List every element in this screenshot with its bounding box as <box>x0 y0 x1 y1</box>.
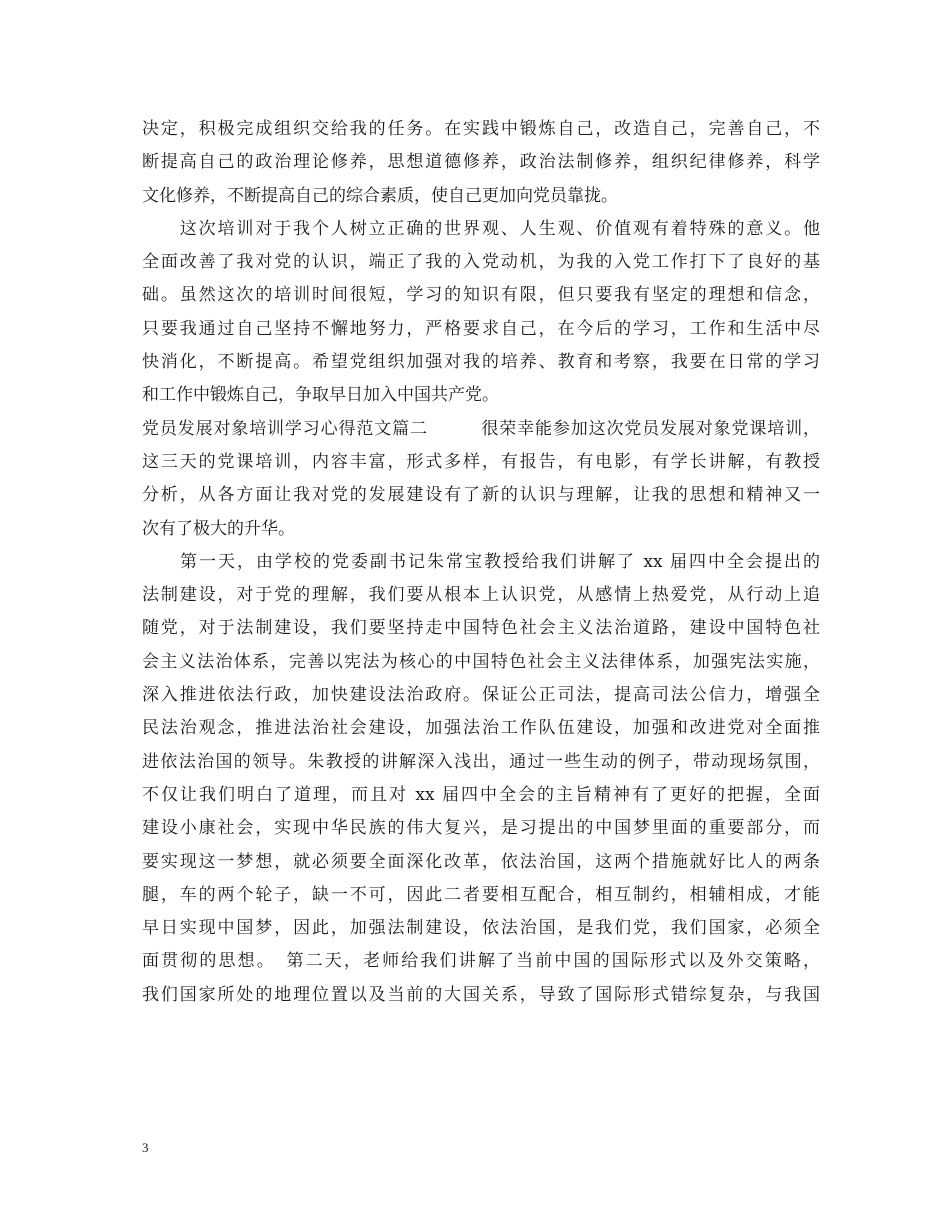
text-line: 民法治观念，推进法治社会建设，加强法治工作队伍建设，加强和改进党对全面推 <box>142 718 820 739</box>
text-line: 文化修养，不断提高自己的综合素质，使自己更加向党员靠拢。 <box>142 185 618 206</box>
text-line: 和工作中锻炼自己，争取早日加入中国共产党。 <box>142 385 499 406</box>
document-body <box>142 113 820 1012</box>
text-line: 法制建设，对于党的理解，我们要从根本上认识党，从感情上热爱党，从行动上追 <box>142 585 820 606</box>
text-line: 会主义法治体系，完善以宪法为核心的中国特色社会主义法律体系，加强宪法实施， <box>142 651 820 672</box>
text-line: 分析，从各方面让我对党的发展建设有了新的认识与理解，让我的思想和精神又一 <box>142 485 820 506</box>
text-line: 腿，车的两个轮子，缺一不可，因此二者要相互配合，相互制约，相辅相成，才能 <box>142 884 820 905</box>
text-line: 次有了极大的升华。 <box>142 518 295 539</box>
text-line: 这三天的党课培训，内容丰富，形式多样，有报告，有电影，有学长讲解，有教授 <box>142 451 820 472</box>
text-line: 深入推进依法行政，加快建设法治政府。保证公正司法，提高司法公信力，增强全 <box>142 685 820 706</box>
text-line: 要实现这一梦想，就必须要全面深化改革，依法治国，这两个措施就好比人的两条 <box>142 851 820 872</box>
text-line: 础。虽然这次的培训时间很短，学习的知识有限，但只要我有坚定的理想和信念， <box>142 285 820 306</box>
text-line: 早日实现中国梦，因此，加强法制建设，依法治国，是我们党，我们国家，必须全 <box>142 918 820 939</box>
text-line: 我们国家所处的地理位置以及当前的大国关系，导致了国际形式错综复杂，与我国 <box>142 984 820 1005</box>
text-line: 决定，积极完成组织交给我的任务。在实践中锻炼自己，改造自己，完善自己，不 <box>142 119 820 139</box>
text-line: 全面改善了我对党的认识，端正了我的入党动机，为我的入党工作打下了良好的基 <box>142 252 820 273</box>
text-line: 第一天，由学校的党委副书记朱常宝教授给我们讲解了 xx 届四中全会提出的 <box>142 551 820 572</box>
text-line: 只要我通过自己坚持不懈地努力，严格要求自己，在今后的学习，工作和生活中尽 <box>142 318 820 339</box>
text-line: 这次培训对于我个人树立正确的世界观、人生观、价值观有着特殊的意义。他 <box>142 218 820 239</box>
text-line: 快消化，不断提高。希望党组织加强对我的培养、教育和考察，我要在日常的学习 <box>142 352 820 373</box>
text-line: 不仅让我们明白了道理，而且对 xx 届四中全会的主旨精神有了更好的把握，全面 <box>142 784 820 805</box>
text-line: 面贯彻的思想。 第二天，老师给我们讲解了当前中国的国际形式以及外交策略， <box>142 951 820 972</box>
text-line: 断提高自己的政治理论修养，思想道德修养，政治法制修养，组织纪律修养，科学 <box>142 152 820 173</box>
text-line: 进依法治国的领导。朱教授的讲解深入浅出，通过一些生动的例子，带动现场氛围， <box>142 751 820 772</box>
page-number: 3 <box>142 1140 149 1155</box>
text-line: 随党，对于法制建设，我们要坚持走中国特色社会主义法治道路，建设中国特色社 <box>142 618 820 639</box>
text-line: 党员发展对象培训学习心得范文篇二 很荣幸能参加这次党员发展对象党课培训， <box>142 418 820 439</box>
text-line: 建设小康社会，实现中华民族的伟大复兴，是习提出的中国梦里面的重要部分，而 <box>142 818 820 839</box>
